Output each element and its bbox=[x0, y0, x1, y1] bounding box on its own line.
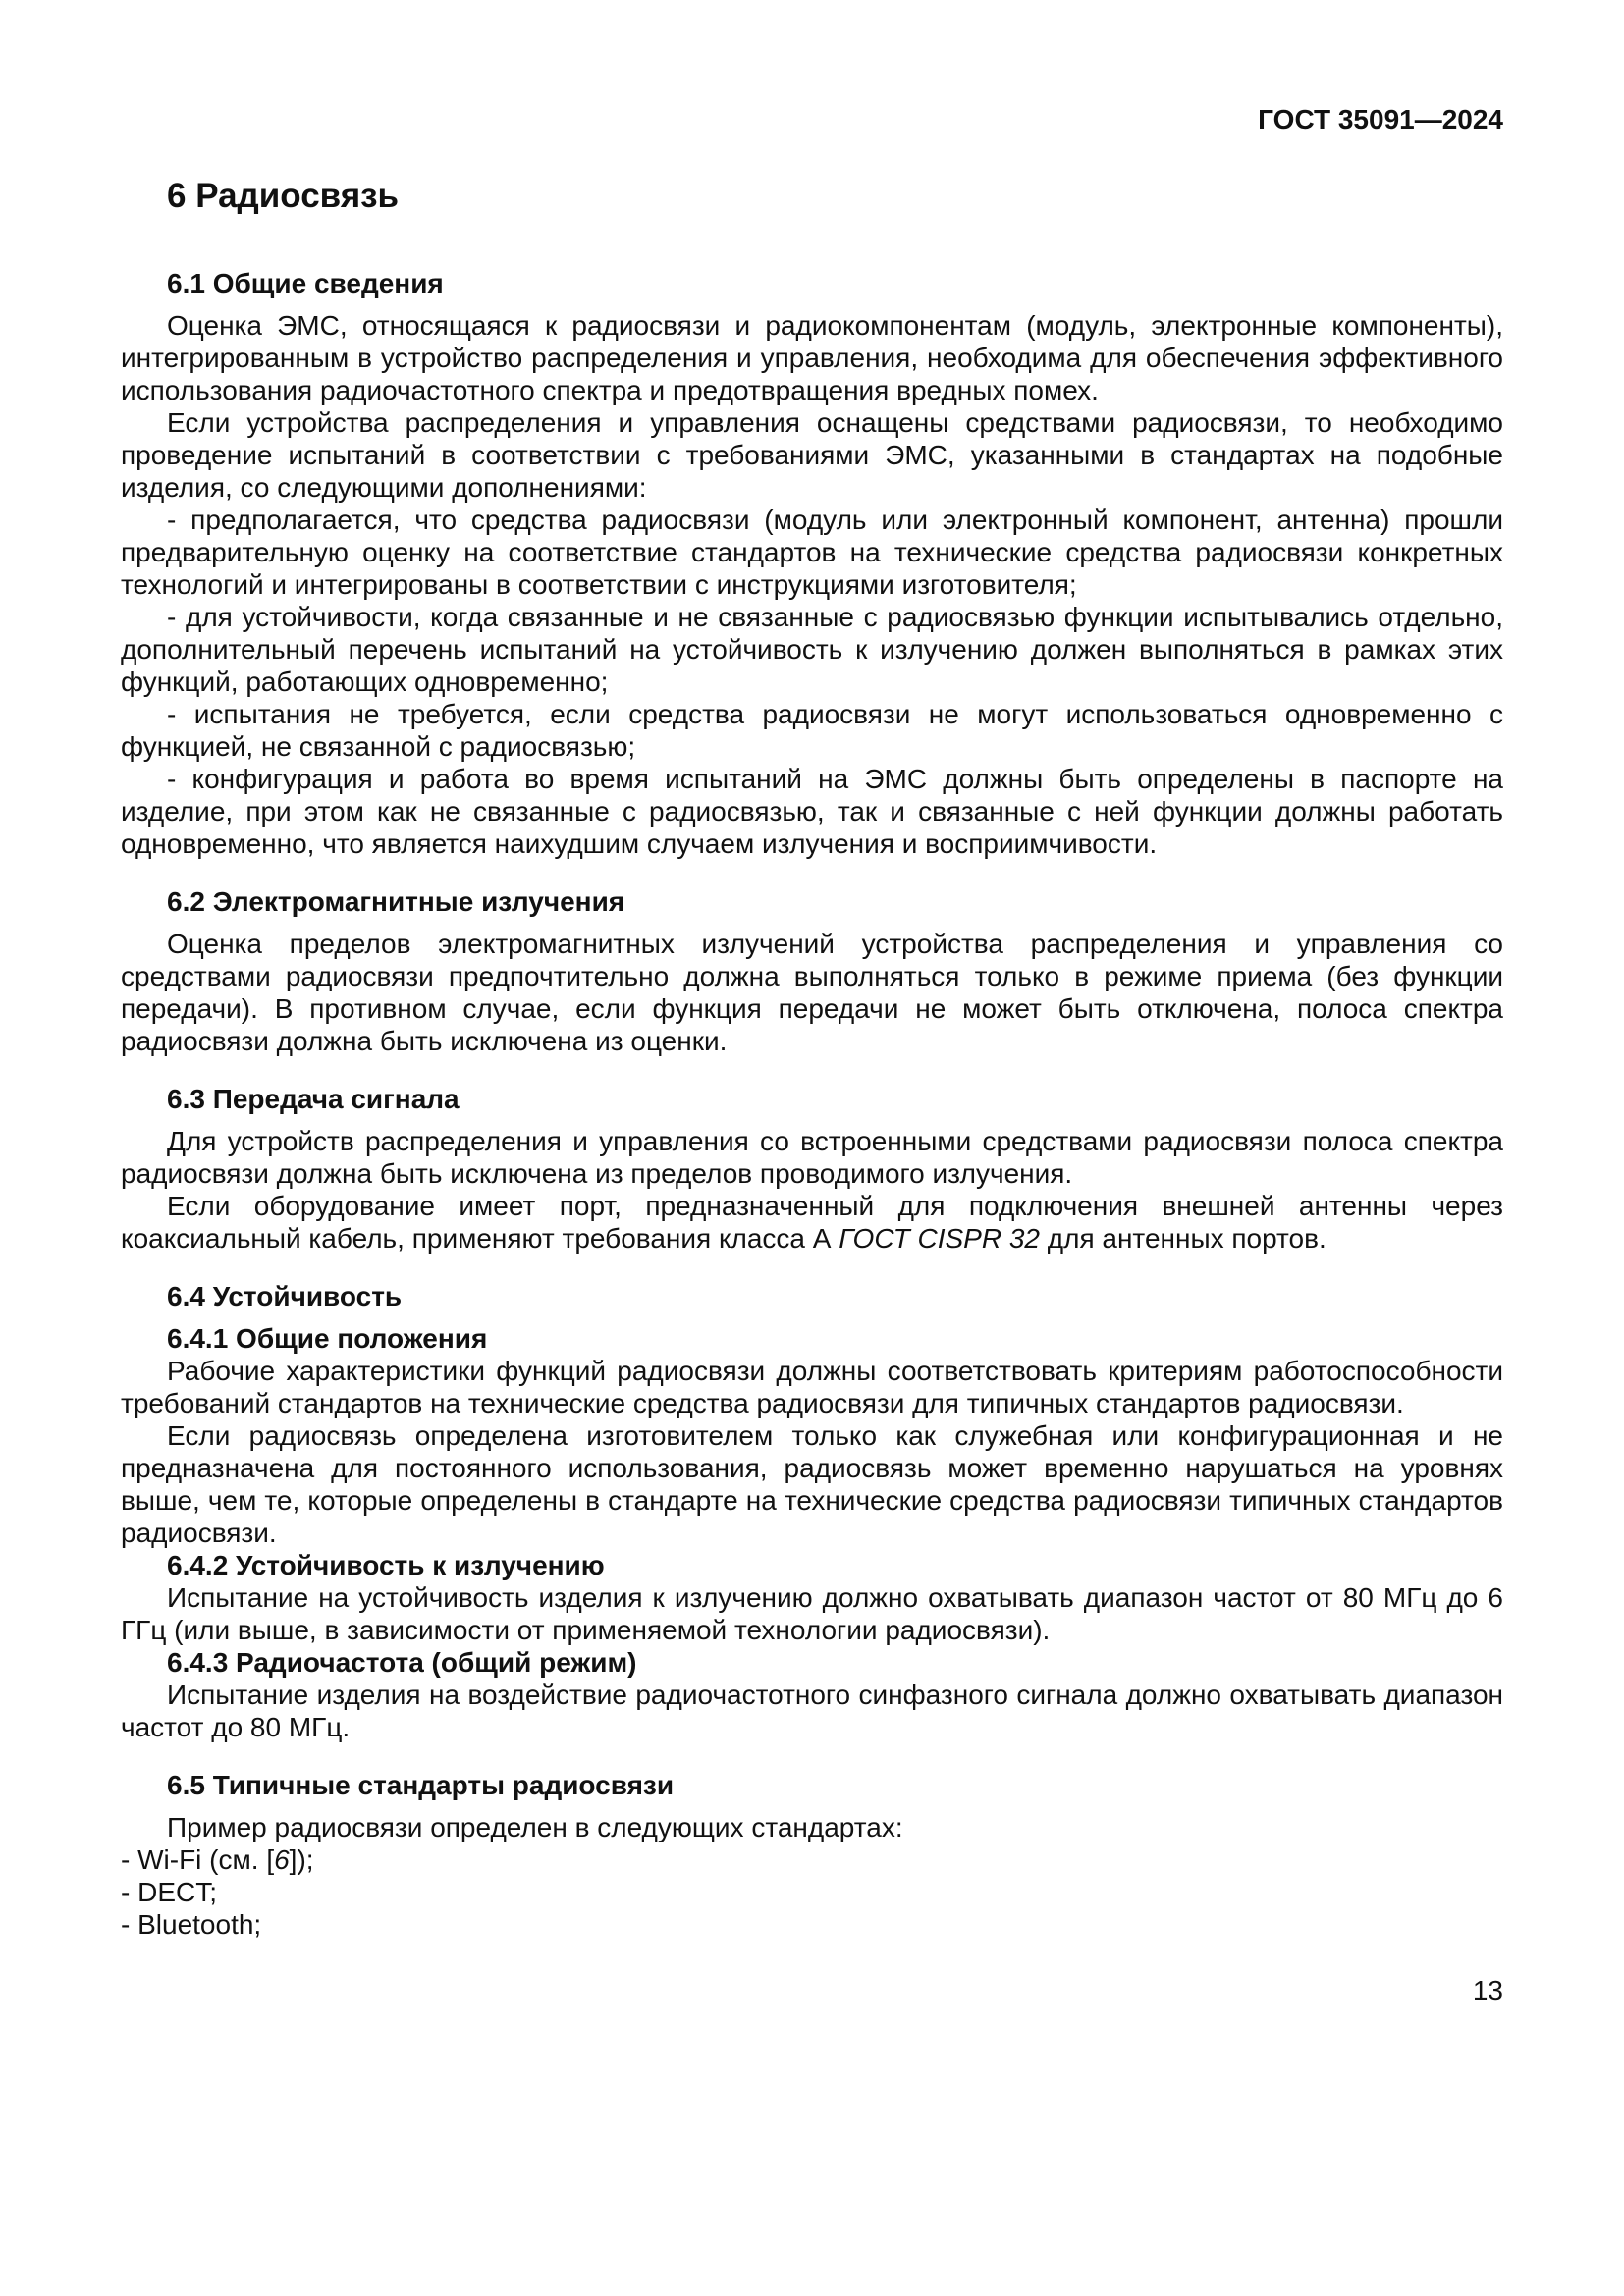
document-body bbox=[121, 267, 1503, 1941]
subsection-heading: 6.4.2 Устойчивость к излучению bbox=[167, 1550, 605, 1580]
paragraph: Испытание изделия на воздействие радиочастотного синфазного сигнала должно охватывать диапазон частот до 80 МГц. bbox=[121, 1680, 1503, 1742]
paragraph: Оценка ЭМС, относящаяся к радиосвязи и радиокомпонентам (модуль, электронные компоненты), интегрированным в устройство распределения и управления, необходима для обеспечения эффективного использования радиочастотного спектра и предотвращения вредных помех. bbox=[121, 310, 1503, 405]
paragraph: - предполагается, что средства радиосвязи (модуль или электронный компонент, антенна) прошли предварительную оценку на соответствие стандартов на технические средства радиосвязи конкретных технологий и интегрированы в соответствии с инструкциями изготовителя; bbox=[121, 505, 1503, 600]
list-item: - Wi-Fi (см. [6]); bbox=[121, 1844, 314, 1875]
paragraph: - для устойчивости, когда связанные и не связанные с радиосвязью функции испытывались отдельно, дополнительный перечень испытаний на устойчивость к излучению должен выполняться в рамках этих функций, работающих одновременно; bbox=[121, 602, 1503, 697]
list-item: - Bluetooth; bbox=[121, 1909, 262, 1940]
paragraph: - испытания не требуется, если средства радиосвязи не могут использоваться одновременно с функцией, не связанной с радиосвязью; bbox=[121, 699, 1503, 762]
subsection-heading: 6.4.3 Радиочастота (общий режим) bbox=[167, 1647, 637, 1678]
section-heading: 6.5 Типичные стандарты радиосвязи bbox=[167, 1770, 675, 1800]
list-item: - DECT; bbox=[121, 1877, 217, 1907]
section-heading: 6.3 Передача сигнала bbox=[167, 1084, 460, 1114]
page-number: 13 bbox=[1472, 1975, 1503, 2005]
paragraph: Для устройств распределения и управления со встроенными средствами радиосвязи полоса спектра радиосвязи должна быть исключена из пределов проводимого излучения. bbox=[121, 1126, 1503, 1189]
paragraph: Если устройства распределения и управления оснащены средствами радиосвязи, то необходимо проведение испытаний в соответствии с требованиями ЭМС, указанными в стандартах на подобные изделия, со следующими дополнениями: bbox=[121, 407, 1503, 503]
paragraph: - конфигурация и работа во время испытаний на ЭМС должны быть определены в паспорте на изделие, при этом как не связанные с радиосвязью, так и связанные с ней функции должны работать одновременно, что является наихудшим случаем излучения и восприимчивости. bbox=[121, 764, 1503, 859]
section-heading: 6.4 Устойчивость bbox=[167, 1281, 403, 1311]
section-title: 6 Радиосвязь bbox=[167, 177, 400, 215]
section-heading: 6.1 Общие сведения bbox=[167, 268, 444, 298]
paragraph: Испытание на устойчивость изделия к излучению должно охватывать диапазон частот от 80 МГц до 6 ГГц (или выше, в зависимости от применяемой технологии радиосвязи). bbox=[121, 1582, 1503, 1645]
paragraph: Рабочие характеристики функций радиосвязи должны соответствовать критериям работоспособности требований стандартов на технические средства радиосвязи для типичных стандартов радиосвязи. bbox=[121, 1356, 1503, 1418]
subsection-heading: 6.4.1 Общие положения bbox=[167, 1323, 488, 1354]
paragraph: Если оборудование имеет порт, предназначенный для подключения внешней антенны через коаксиальный кабель, применяют требования класса А ГОСТ CISPR 32 для антенных портов. bbox=[121, 1191, 1503, 1254]
page-content bbox=[121, 103, 1503, 2006]
section-heading: 6.2 Электромагнитные излучения bbox=[167, 886, 625, 917]
document-code-header: ГОСТ 35091—2024 bbox=[1258, 104, 1503, 134]
paragraph: Оценка пределов электромагнитных излучений устройства распределения и управления со средствами радиосвязи предпочтительно должна выполняться только в режиме приема (без функции передачи). В противном случае, если функция передачи не может быть отключена, полоса спектра радиосвязи должна быть исключена из оценки. bbox=[121, 929, 1503, 1056]
paragraph: Если радиосвязь определена изготовителем только как служебная или конфигурационная и не предназначена для постоянного использования, радиосвязь может временно нарушаться на уровнях выше, чем те, которые определены в стандарте на технические средства радиосвязи типичных стандартов радиосвязи. bbox=[121, 1420, 1503, 1548]
paragraph: Пример радиосвязи определен в следующих стандартах: bbox=[167, 1812, 903, 1842]
